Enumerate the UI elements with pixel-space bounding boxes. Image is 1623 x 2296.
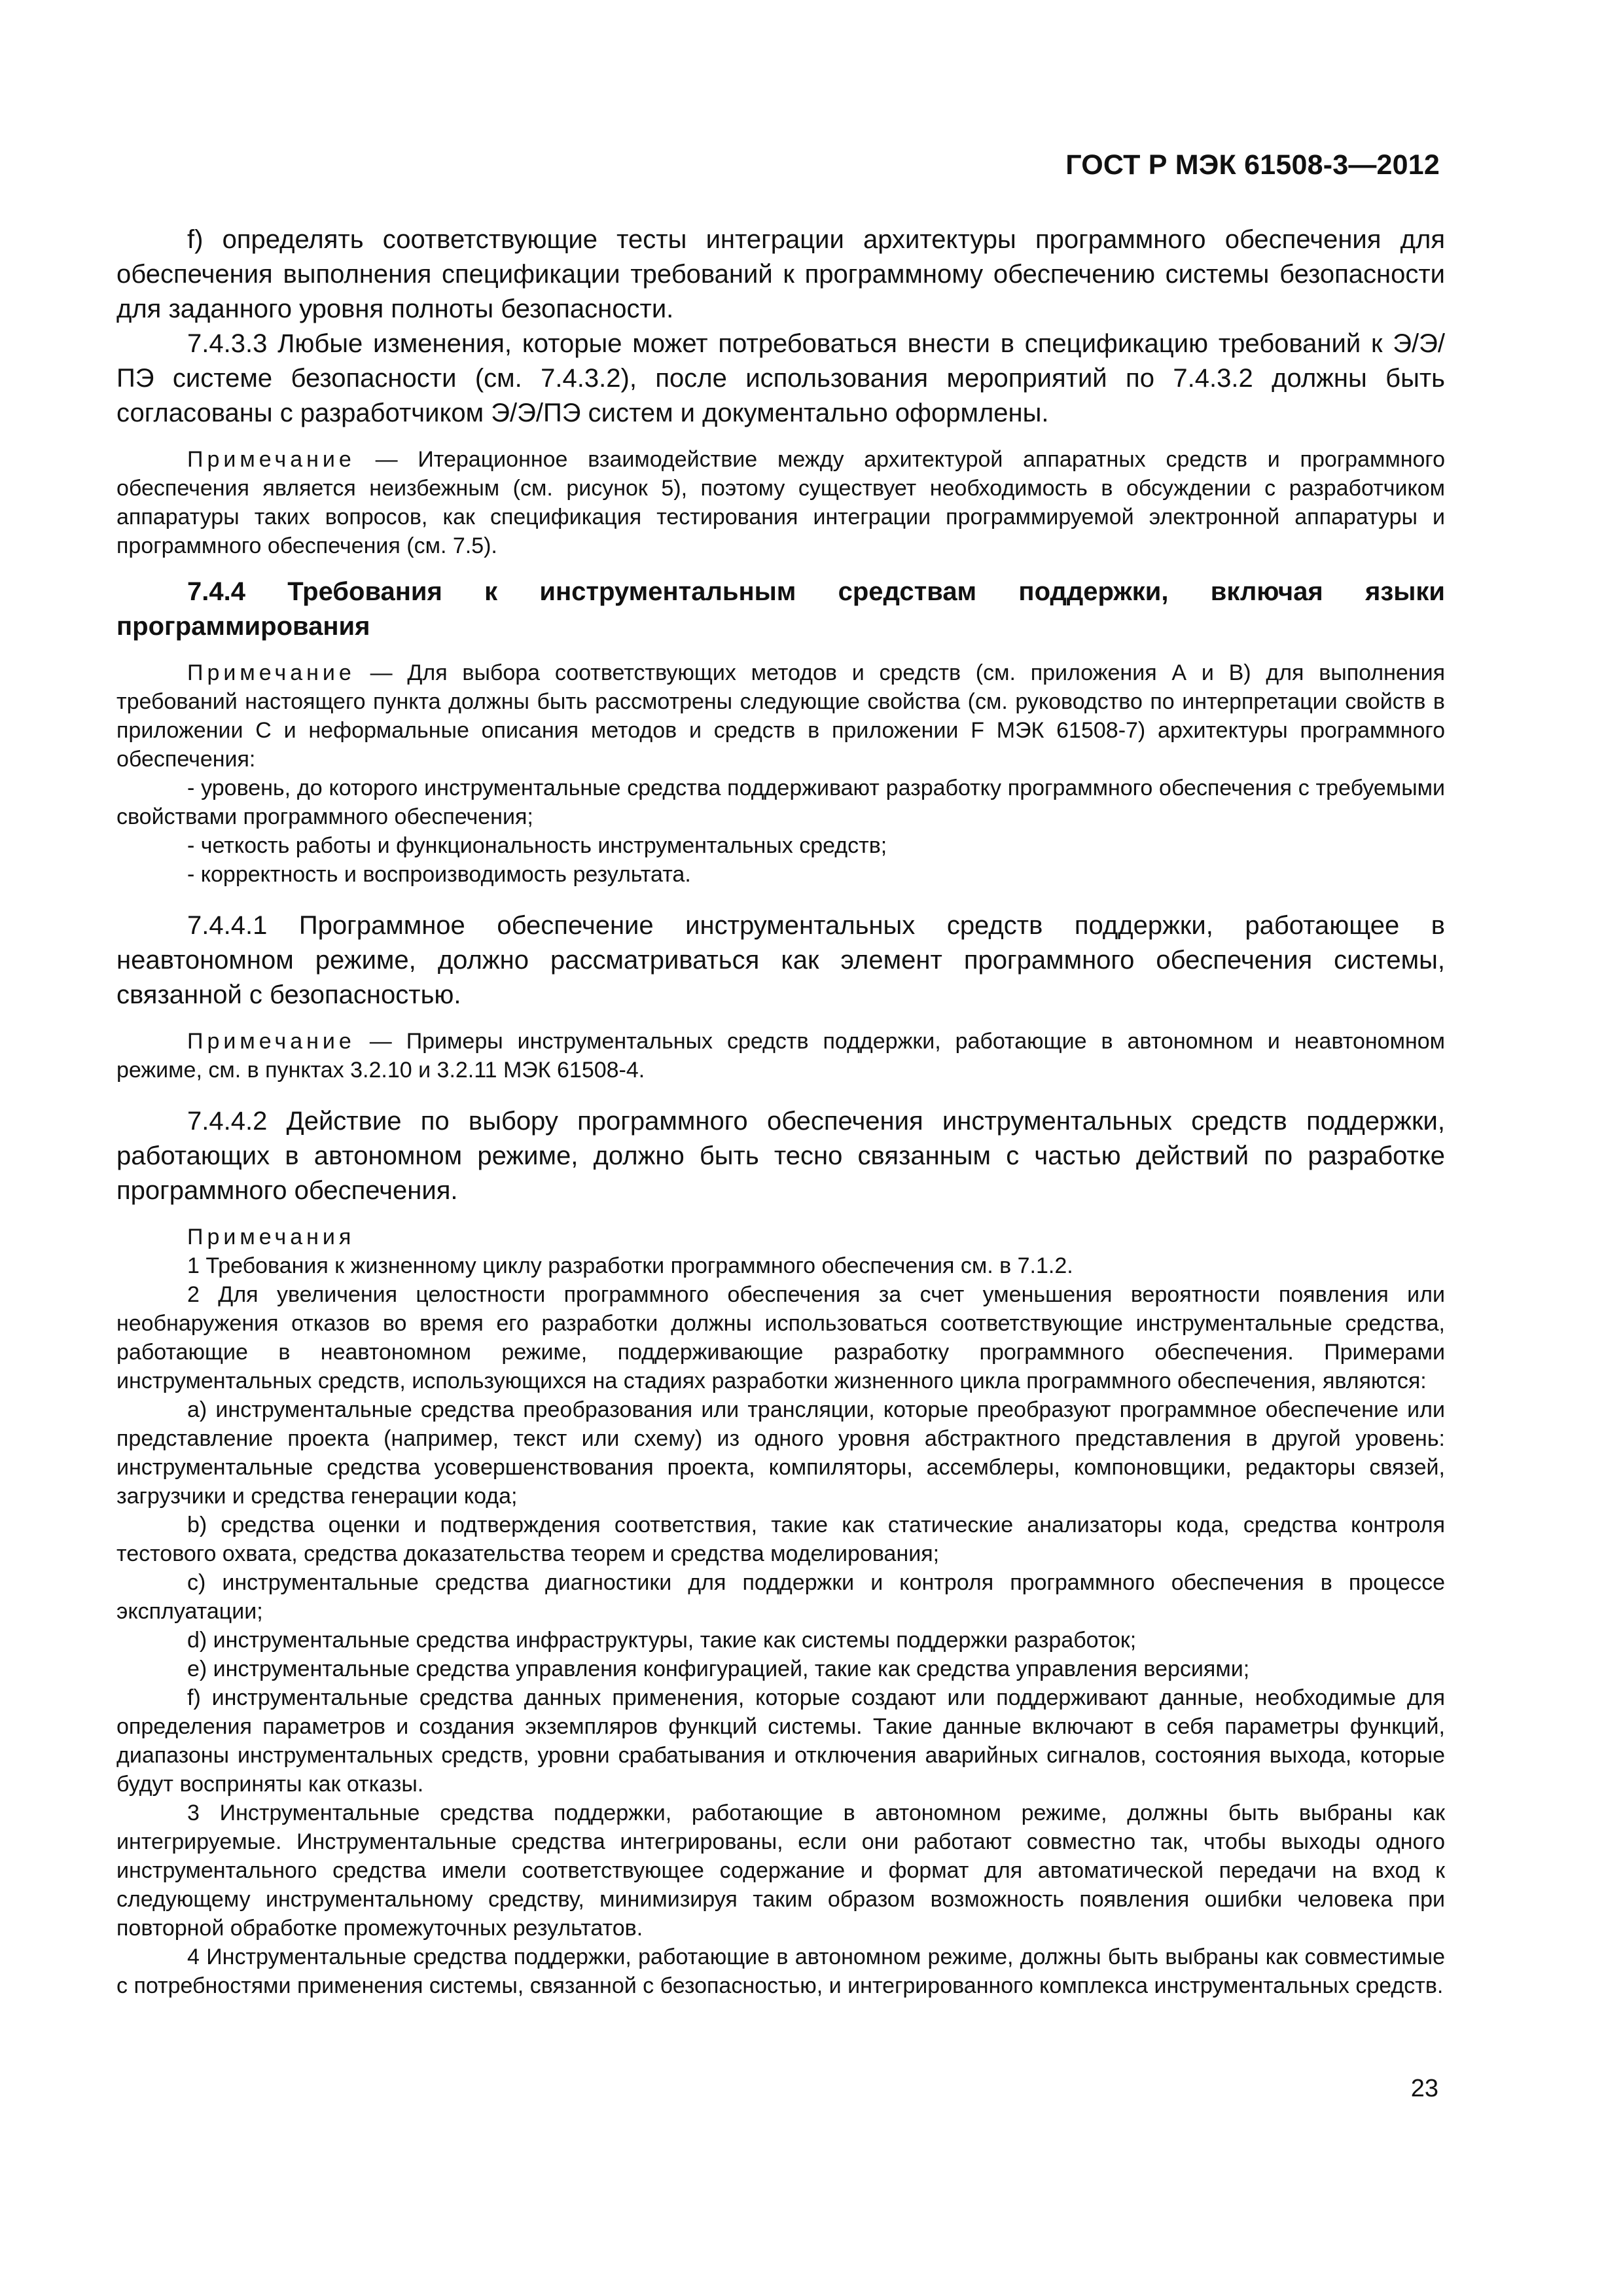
note-item-2: 2 Для увеличения целостности программного обеспечения за счет уменьшения вероятности появления или необнаружения отказов во время его разработки должны использоваться соответствующие инструментальные средства, работающие в неавтономном режиме, поддерживающие разработку программного обеспечения. Примерами инструментальных средств, использующихся на стадиях разработки жизненного цикла программного обеспечения, являются:: [116, 1282, 1445, 1393]
note-item-3: 3 Инструментальные средства поддержки, работающие в автономном режиме, должны быть выбраны как интегрируемые. Инструментальные средства интегрированы, если они работают совместно так, чтобы выходы одного инструментального средства имели соответствующее содержание и формат для автоматической передачи на вход к следующему инструментальному средству, минимизируя таким образом возможность появления ошибки человека при повторной обработке промежуточных результатов.: [116, 1801, 1445, 1941]
document-header: ГОСТ Р МЭК 61508-3—2012: [1065, 149, 1440, 181]
paragraph-item-f: f) определять соответствующие тесты интеграции архитектуры программного обеспечения для обеспечения выполнения спецификации требований к программному обеспечению системы безопасности для заданного уровня полноты безопасности.: [116, 225, 1445, 323]
paragraph-7-4-3-3: 7.4.3.3 Любые изменения, которые может потребоваться внести в спецификацию требований к Э/Э/ПЭ системе безопасности (см. 7.4.3.2), после использования мероприятий по 7.4.3.2 должны быть согласованы с разработчиком Э/Э/ПЭ систем и документально оформлены.: [116, 329, 1445, 427]
note-item-2a: а) инструментальные средства преобразования или трансляции, которые преобразуют программное обеспечение или представление проекта (например, текст или схему) из одного уровня абстрактного представления в другой уровень: инструментальные средства усовершенствования проекта, компиляторы, ассемблеры, компоновщики, редакторы связей, загрузчики и средства генерации кода;: [116, 1397, 1445, 1509]
note-label: Примечание: [187, 1029, 355, 1054]
page-number: 23: [1410, 2075, 1438, 2102]
section-heading-7-4-4: 7.4.4 Требования к инструментальным средствам поддержки, включая языки программирования: [116, 577, 1445, 641]
document-body: [116, 223, 1445, 2000]
note-item-2c: с) инструментальные средства диагностики для поддержки и контроля программного обеспечения в процессе эксплуатации;: [116, 1570, 1445, 1624]
note-paragraph: [116, 658, 1445, 774]
note-paragraph: [116, 445, 1445, 560]
paragraph-7-4-4-1: 7.4.4.1 Программное обеспечение инструментальных средств поддержки, работающее в неавтономном режиме, должно рассматриваться как элемент программного обеспечения системы, связанной с безопасностью.: [116, 911, 1445, 1009]
note-item-1: 1 Требования к жизненному циклу разработки программного обеспечения см. в 7.1.2.: [187, 1253, 1073, 1278]
note-paragraph: [116, 1027, 1445, 1085]
note-text: — Примеры инструментальных средств поддержки, работающие в автономном и неавтономном режиме, см. в пунктах 3.2.10 и 3.2.11 МЭК 61508-4.: [116, 1029, 1445, 1083]
note-item-2b: b) средства оценки и подтверждения соответствия, такие как статические анализаторы кода, средства контроля тестового охвата, средства доказательства теорем и средства моделирования;: [116, 1513, 1445, 1566]
note-label: Примечание: [187, 660, 355, 685]
note-item-4: 4 Инструментальные средства поддержки, работающие в автономном режиме, должны быть выбраны как совместимые с потребностями применения системы, связанной с безопасностью, и интегрированного комплекса инструментальных средств.: [116, 1945, 1445, 1998]
note-list-item: - четкость работы и функциональность инструментальных средств;: [187, 833, 887, 858]
note-item-2d: d) инструментальные средства инфраструктуры, такие как системы поддержки разработок;: [187, 1628, 1137, 1653]
note-text: — Для выбора соответствующих методов и средств (см. приложения А и В) для выполнения требований настоящего пункта должны быть рассмотрены следующие свойства (см. руководство по интерпретации свойств в приложении С и неформальные описания методов и средств в приложении F МЭК 61508-7) архитектуры программного обеспечения:: [116, 660, 1445, 772]
paragraph-7-4-4-2: 7.4.4.2 Действие по выбору программного обеспечения инструментальных средств поддержки, работающих в автономном режиме, должно быть тесно связанным с частью действий по разработке программного обеспечения.: [116, 1107, 1445, 1205]
note-label: Примечание: [187, 447, 355, 472]
note-list-item: - уровень, до которого инструментальные средства поддерживают разработку программного обеспечения с требуемыми свойствами программного обеспечения;: [116, 776, 1445, 829]
note-text: — Итерационное взаимодействие между архитектурой аппаратных средств и программного обеспечения является неизбежным (см. рисунок 5), поэтому существует необходимость в обсуждении с разработчиком аппаратуры таких вопросов, как спецификация тестирования интеграции программируемой электронной аппаратуры и программного обеспечения (см. 7.5).: [116, 447, 1445, 558]
note-item-2f: f) инструментальные средства данных применения, которые создают или поддерживают данные, необходимые для определения параметров и создания экземпляров функций системы. Такие данные включают в себя параметры функций, диапазоны инструментальных средств, уровни срабатывания и отключения аварийных сигналов, состояния выхода, которые будут восприняты как отказы.: [116, 1685, 1445, 1797]
notes-label: Примечания: [187, 1225, 355, 1249]
note-item-2e: е) инструментальные средства управления конфигурацией, такие как средства управления версиями;: [187, 1657, 1250, 1681]
note-list-item: - корректность и воспроизводимость результата.: [187, 862, 691, 887]
notes-title: [116, 1223, 1445, 1251]
